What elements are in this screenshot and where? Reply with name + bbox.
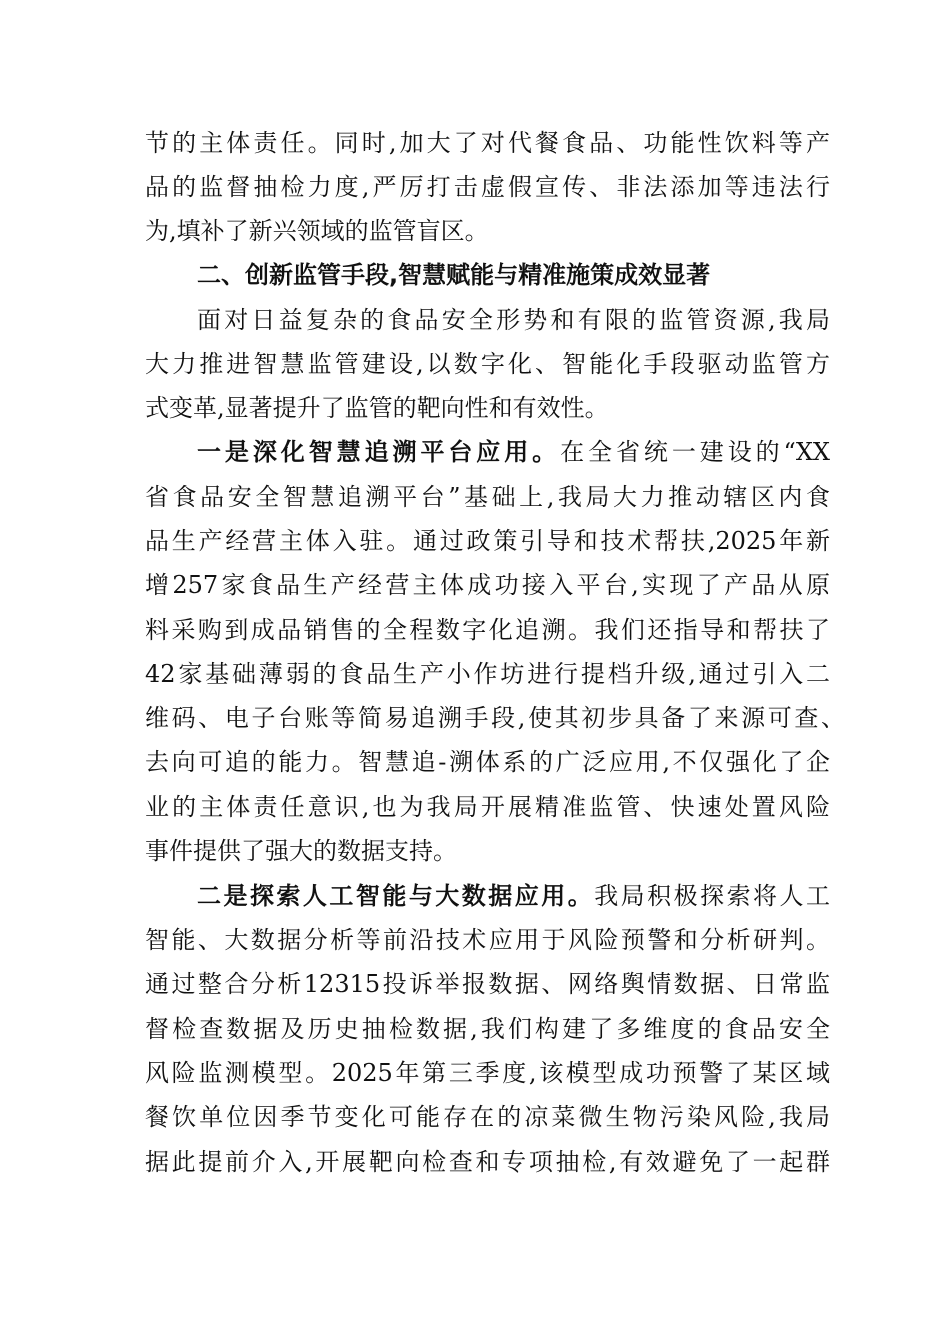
text-line: 料采购到成品销售的全程数字化追溯。我们还指导和帮扶了 xyxy=(145,616,830,644)
text-line: 事件提供了强大的数据支持。 xyxy=(145,837,457,865)
text-line: 为,填补了新兴领域的监管盲区。 xyxy=(145,217,489,245)
paragraph-first-line xyxy=(197,881,830,911)
text-line: 大力推进智慧监管建设,以数字化、智能化手段驱动监管方 xyxy=(145,350,830,378)
text-line: 省食品安全智慧追溯平台”基础上,我局大力推动辖区内食 xyxy=(145,483,830,511)
paragraph-first-line xyxy=(197,437,830,467)
text-line: 督检查数据及历史抽检数据,我们构建了多维度的食品安全 xyxy=(145,1015,830,1043)
text-line: 品生产经营主体入驻。通过政策引导和技术帮扶,2025年新 xyxy=(145,527,830,555)
text-line: 据此提前介入,开展靶向检查和专项抽检,有效避免了一起群 xyxy=(145,1148,830,1176)
text-line: 智能、大数据分析等前沿技术应用于风险预警和分析研判。 xyxy=(145,926,830,954)
text-line: 面对日益复杂的食品安全形势和有限的监管资源,我局 xyxy=(197,306,830,334)
text-line: 维码、电子台账等简易追溯手段,使其初步具备了来源可查、 xyxy=(145,704,845,732)
text-line: 通过整合分析12315投诉举报数据、网络舆情数据、日常监 xyxy=(145,970,830,998)
text-line: 业的主体责任意识,也为我局开展精准监管、快速处置风险 xyxy=(145,793,830,821)
section-heading: 二、创新监管手段,智慧赋能与精准施策成效显著 xyxy=(197,261,711,289)
text-line: 去向可追的能力。智慧追-溯体系的广泛应用,不仅强化了企 xyxy=(145,748,830,776)
paragraph-lead: 一是深化智慧追溯平台应用。 xyxy=(197,438,561,466)
text-line: 风险监测模型。2025年第三季度,该模型成功预警了某区域 xyxy=(145,1059,830,1087)
text-run: 在全省统一建设的“XX xyxy=(560,438,830,466)
text-run: 我局积极探索将人工 xyxy=(594,882,831,910)
text-line: 品的监督抽检力度,严厉打击虚假宣传、非法添加等违法行 xyxy=(145,173,830,201)
text-line: 式变革,显著提升了监管的靶向性和有效性。 xyxy=(145,394,609,422)
text-line: 餐饮单位因季节变化可能存在的凉菜微生物污染风险,我局 xyxy=(145,1103,830,1131)
text-line: 增257家食品生产经营主体成功接入平台,实现了产品从原 xyxy=(145,571,830,599)
paragraph-lead: 二是探索人工智能与大数据应用。 xyxy=(197,882,595,910)
text-line: 42家基础薄弱的食品生产小作坊进行提档升级,通过引入二 xyxy=(145,660,830,688)
text-line: 节的主体责任。同时,加大了对代餐食品、功能性饮料等产 xyxy=(145,129,830,157)
